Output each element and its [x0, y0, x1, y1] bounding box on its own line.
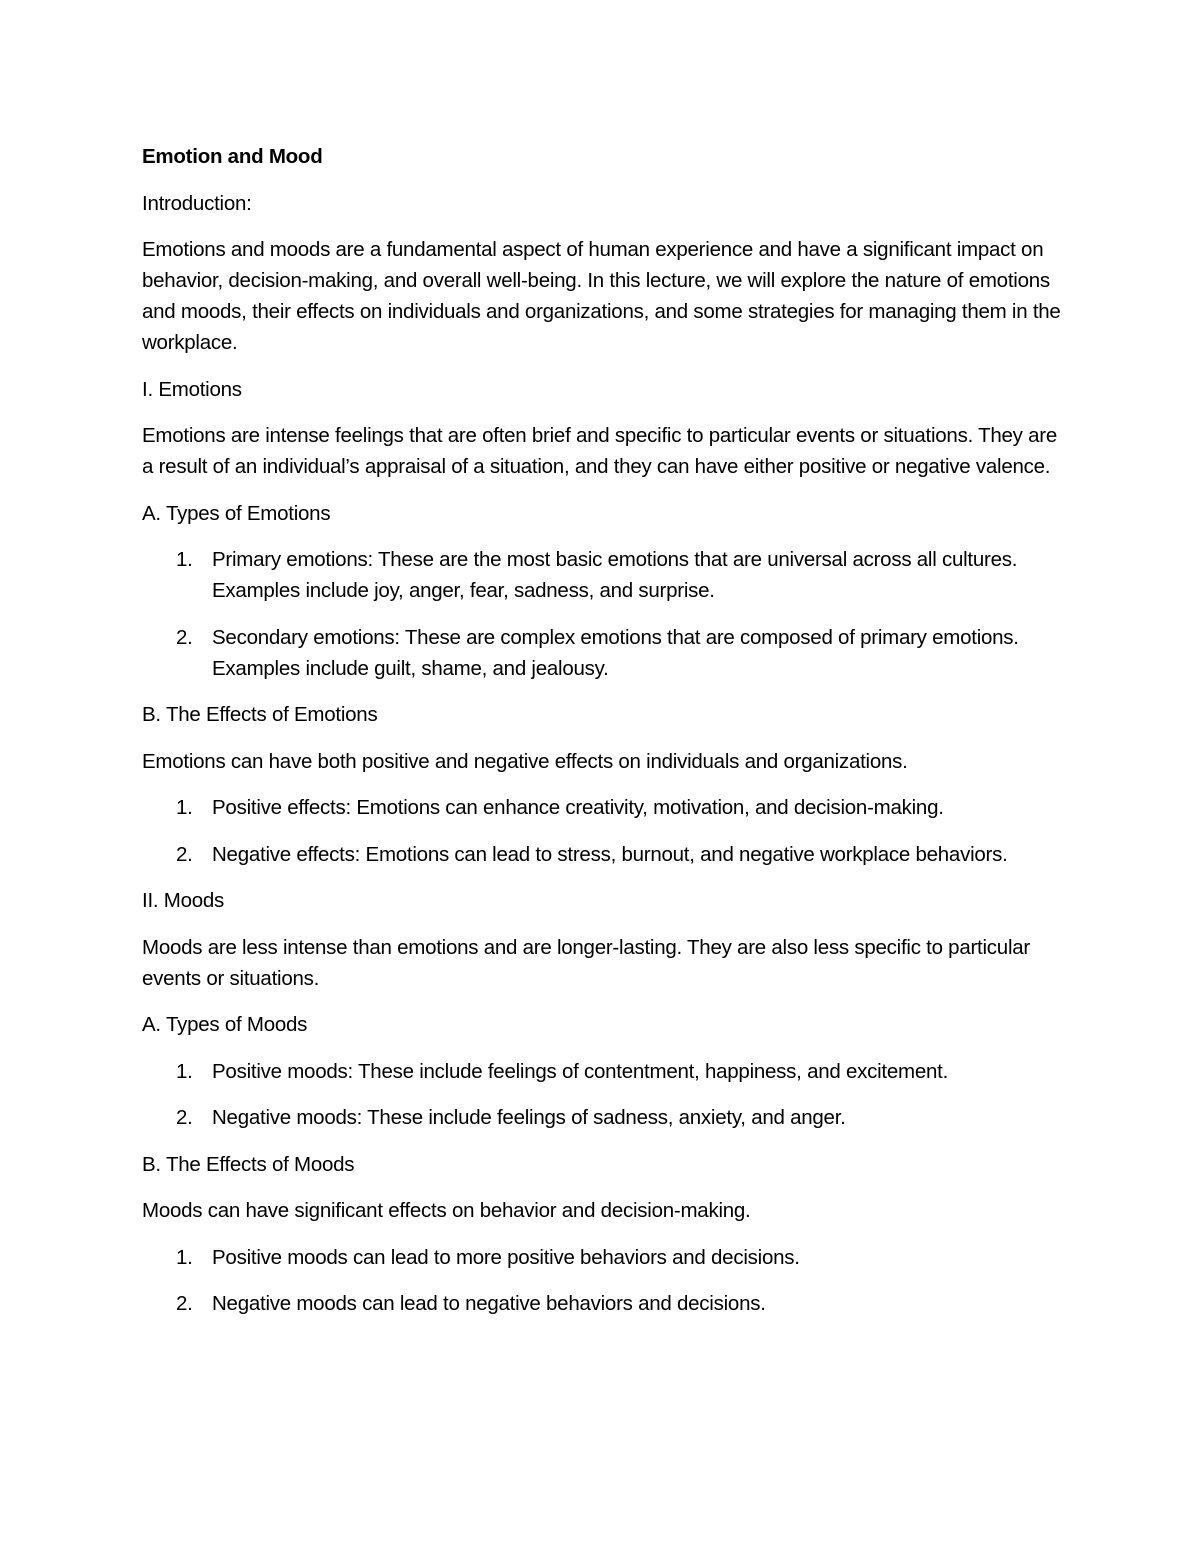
- list-number: 2.: [176, 842, 193, 866]
- list-item: [142, 1242, 1072, 1273]
- document-title: Emotion and Mood: [142, 145, 323, 168]
- list-item-text: Negative effects: Emotions can lead to stress, burnout, and negative workplace behaviors.: [212, 842, 1008, 866]
- list-item: [142, 1288, 1072, 1319]
- list-item: [142, 544, 1072, 606]
- effects-of-moods-paragraph: Moods can have significant effects on behavior and decision-making.: [142, 1199, 751, 1222]
- list-item-text: Positive moods: These include feelings of contentment, happiness, and excitement.: [212, 1059, 949, 1083]
- list-item-text: Negative moods: These include feelings of sadness, anxiety, and anger.: [212, 1106, 846, 1129]
- list-item-text: Positive moods can lead to more positive behaviors and decisions.: [212, 1245, 800, 1269]
- effects-of-emotions-list: [142, 792, 1072, 870]
- intro-paragraph: Emotions and moods are a fundamental aspect of human experience and have a significant impact on behavior, decision-making, and overall well-being. In this lecture, we will explore the nature of emotions and moods, their effects on individuals and organizations, and some strategies for managing them in the workplace.: [142, 238, 1061, 354]
- list-number: 1.: [176, 796, 193, 819]
- effects-of-moods-heading: B. The Effects of Moods: [142, 1152, 355, 1176]
- list-number: 1.: [176, 1059, 193, 1083]
- list-item: [142, 622, 1072, 684]
- effects-of-moods-list: [142, 1242, 1072, 1320]
- emotions-paragraph: Emotions are intense feelings that are often brief and specific to particular events or situations. They are a result of an individual’s appraisal of a situation, and they can have either positive or negative valence.: [142, 424, 1057, 478]
- list-item: [142, 792, 1072, 823]
- list-number: 2.: [176, 1106, 193, 1129]
- list-number: 2.: [176, 625, 193, 649]
- types-of-moods-list: [142, 1056, 1072, 1134]
- document-page: [142, 141, 1072, 1335]
- intro-heading: Introduction:: [142, 191, 252, 215]
- types-of-moods-heading: A. Types of Moods: [142, 1013, 308, 1036]
- list-item-text: Secondary emotions: These are complex emotions that are composed of primary emotions. Examples include guilt, shame, and jealousy.: [212, 625, 1019, 680]
- list-number: 1.: [176, 548, 193, 571]
- list-item-text: Negative moods can lead to negative behaviors and decisions.: [212, 1292, 766, 1315]
- effects-of-emotions-heading: B. The Effects of Emotions: [142, 703, 378, 726]
- effects-of-emotions-paragraph: Emotions can have both positive and negative effects on individuals and organizations.: [142, 749, 908, 773]
- list-item: [142, 839, 1072, 870]
- emotions-heading: I. Emotions: [142, 377, 242, 401]
- list-item-text: Positive effects: Emotions can enhance creativity, motivation, and decision-making.: [212, 796, 944, 819]
- list-item: [142, 1056, 1072, 1087]
- types-of-emotions-list: [142, 544, 1072, 684]
- list-number: 2.: [176, 1292, 193, 1315]
- list-number: 1.: [176, 1245, 193, 1269]
- types-of-emotions-heading: A. Types of Emotions: [142, 501, 331, 525]
- moods-paragraph: Moods are less intense than emotions and are longer-lasting. They are also less specific to particular events or situations.: [142, 935, 1030, 990]
- list-item-text: Primary emotions: These are the most basic emotions that are universal across all cultures. Examples include joy, anger, fear, sadness, and surprise.: [212, 548, 1018, 602]
- moods-heading: II. Moods: [142, 889, 225, 912]
- list-item: [142, 1102, 1072, 1133]
